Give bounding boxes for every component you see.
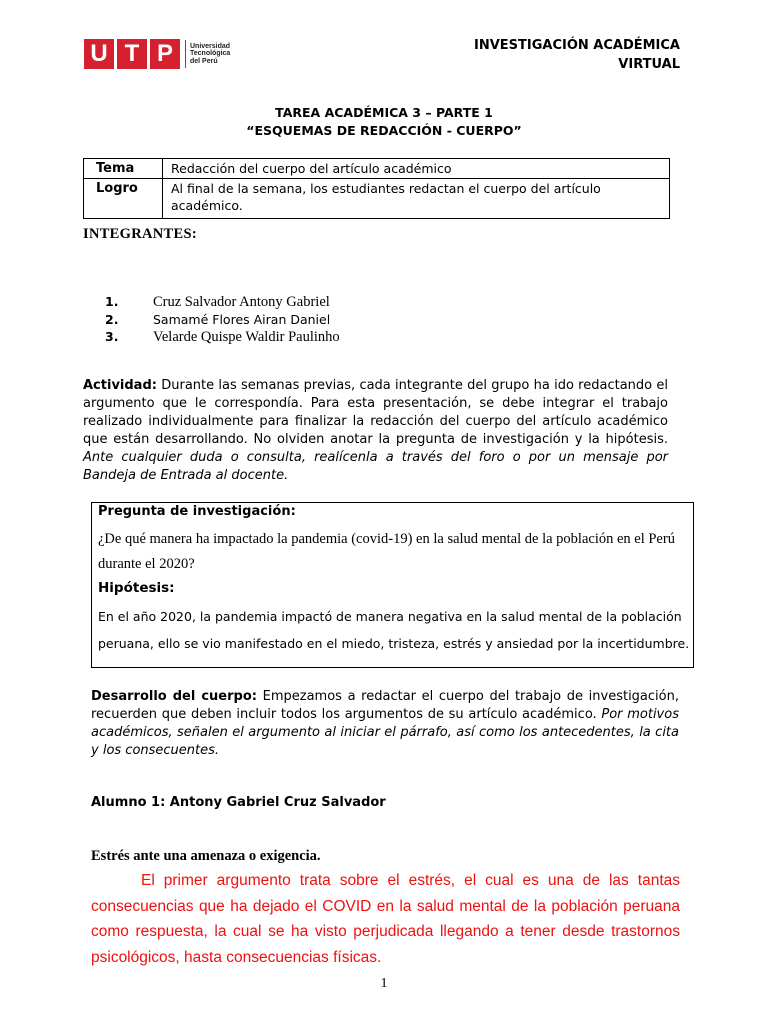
research-question: ¿De qué manera ha impactado la pandemia (covid-19) en la salud mental de la población en el Perú durante el 2020? (98, 531, 675, 572)
desarrollo-label: Desarrollo del cuerpo: (91, 689, 257, 704)
alumno-heading: Alumno 1: Antony Gabriel Cruz Salvador (91, 795, 386, 810)
hypothesis-text: En el año 2020, la pandemia impactó de manera negativa en la salud mental de la población peruana, ello se vio manifestado en el miedo, tristeza, estrés y ansiedad por la incertidumbre. (98, 609, 690, 651)
logro-value: Al final de la semana, los estudiantes redactan el cuerpo del artículo académico. (163, 179, 670, 219)
list-item: 3. Velarde Quispe Waldir Paulinho (105, 329, 340, 345)
document-title: TAREA ACADÉMICA 3 – PARTE 1 (275, 105, 493, 120)
integrantes-heading: INTEGRANTES: (83, 226, 197, 242)
table-row (84, 159, 670, 179)
tema-label: Tema (84, 159, 163, 179)
desarrollo-paragraph: Desarrollo del cuerpo: Empezamos a redactar el cuerpo del trabajo de investigación, recuerden que deben incluir todos los argumentos de su artículo académico. Por motivos académicos, señalen el argumento al iniciar el párrafo, así como los antecedentes, la cita y los consecuentes. (91, 689, 679, 758)
research-box (91, 502, 694, 668)
logo-letter-t: T (117, 39, 147, 69)
argument-title: Estrés ante una amenaza o exigencia. (91, 848, 321, 864)
logo-letter-u: U (84, 39, 114, 69)
table-row (84, 179, 670, 219)
logo-divider (185, 40, 186, 68)
tema-value: Redacción del cuerpo del artículo académico (163, 159, 670, 179)
hypothesis-label: Hipótesis: (98, 580, 175, 596)
question-label: Pregunta de investigación: (98, 504, 296, 519)
info-table (83, 158, 670, 219)
list-item: 2. Samamé Flores Airan Daniel (105, 312, 331, 327)
actividad-label: Actividad: (83, 378, 157, 393)
page-number: 1 (380, 976, 388, 991)
list-item: 1. Cruz Salvador Antony Gabriel (105, 294, 330, 310)
document-subtitle: “ESQUEMAS DE REDACCIÓN - CUERPO” (246, 123, 522, 138)
logo-letter-p: P (150, 39, 180, 69)
course-name: INVESTIGACIÓN ACADÉMICA VIRTUAL (473, 38, 680, 72)
utp-logo (84, 38, 230, 70)
actividad-paragraph: Actividad: Durante las semanas previas, cada integrante del grupo ha ido redactando el argumento que le correspondía. Para esta presentación, se debe integrar el trabajo realizado individualmente para finalizar la redacción del cuerpo del artículo académico que están desarrollando. No olviden anotar la pregunta de investigación y la hipótesis. Ante cualquier duda o consulta, realícenla a través del foro o por un mensaje por Bandeja de Entrada al docente. (83, 378, 668, 483)
logo-university-name: Universidad Tecnológica del Perú (190, 42, 231, 65)
logro-label: Logro (84, 179, 163, 219)
argument-paragraph: El primer argumento trata sobre el estrés, el cual es una de las tantas consecuencias que ha dejado el COVID en la salud mental de la población peruana como respuesta, la cual se ha visto perjudicada llegando a tener desde trastornos psicológicos, hasta consecuencias físicas. (91, 872, 680, 966)
